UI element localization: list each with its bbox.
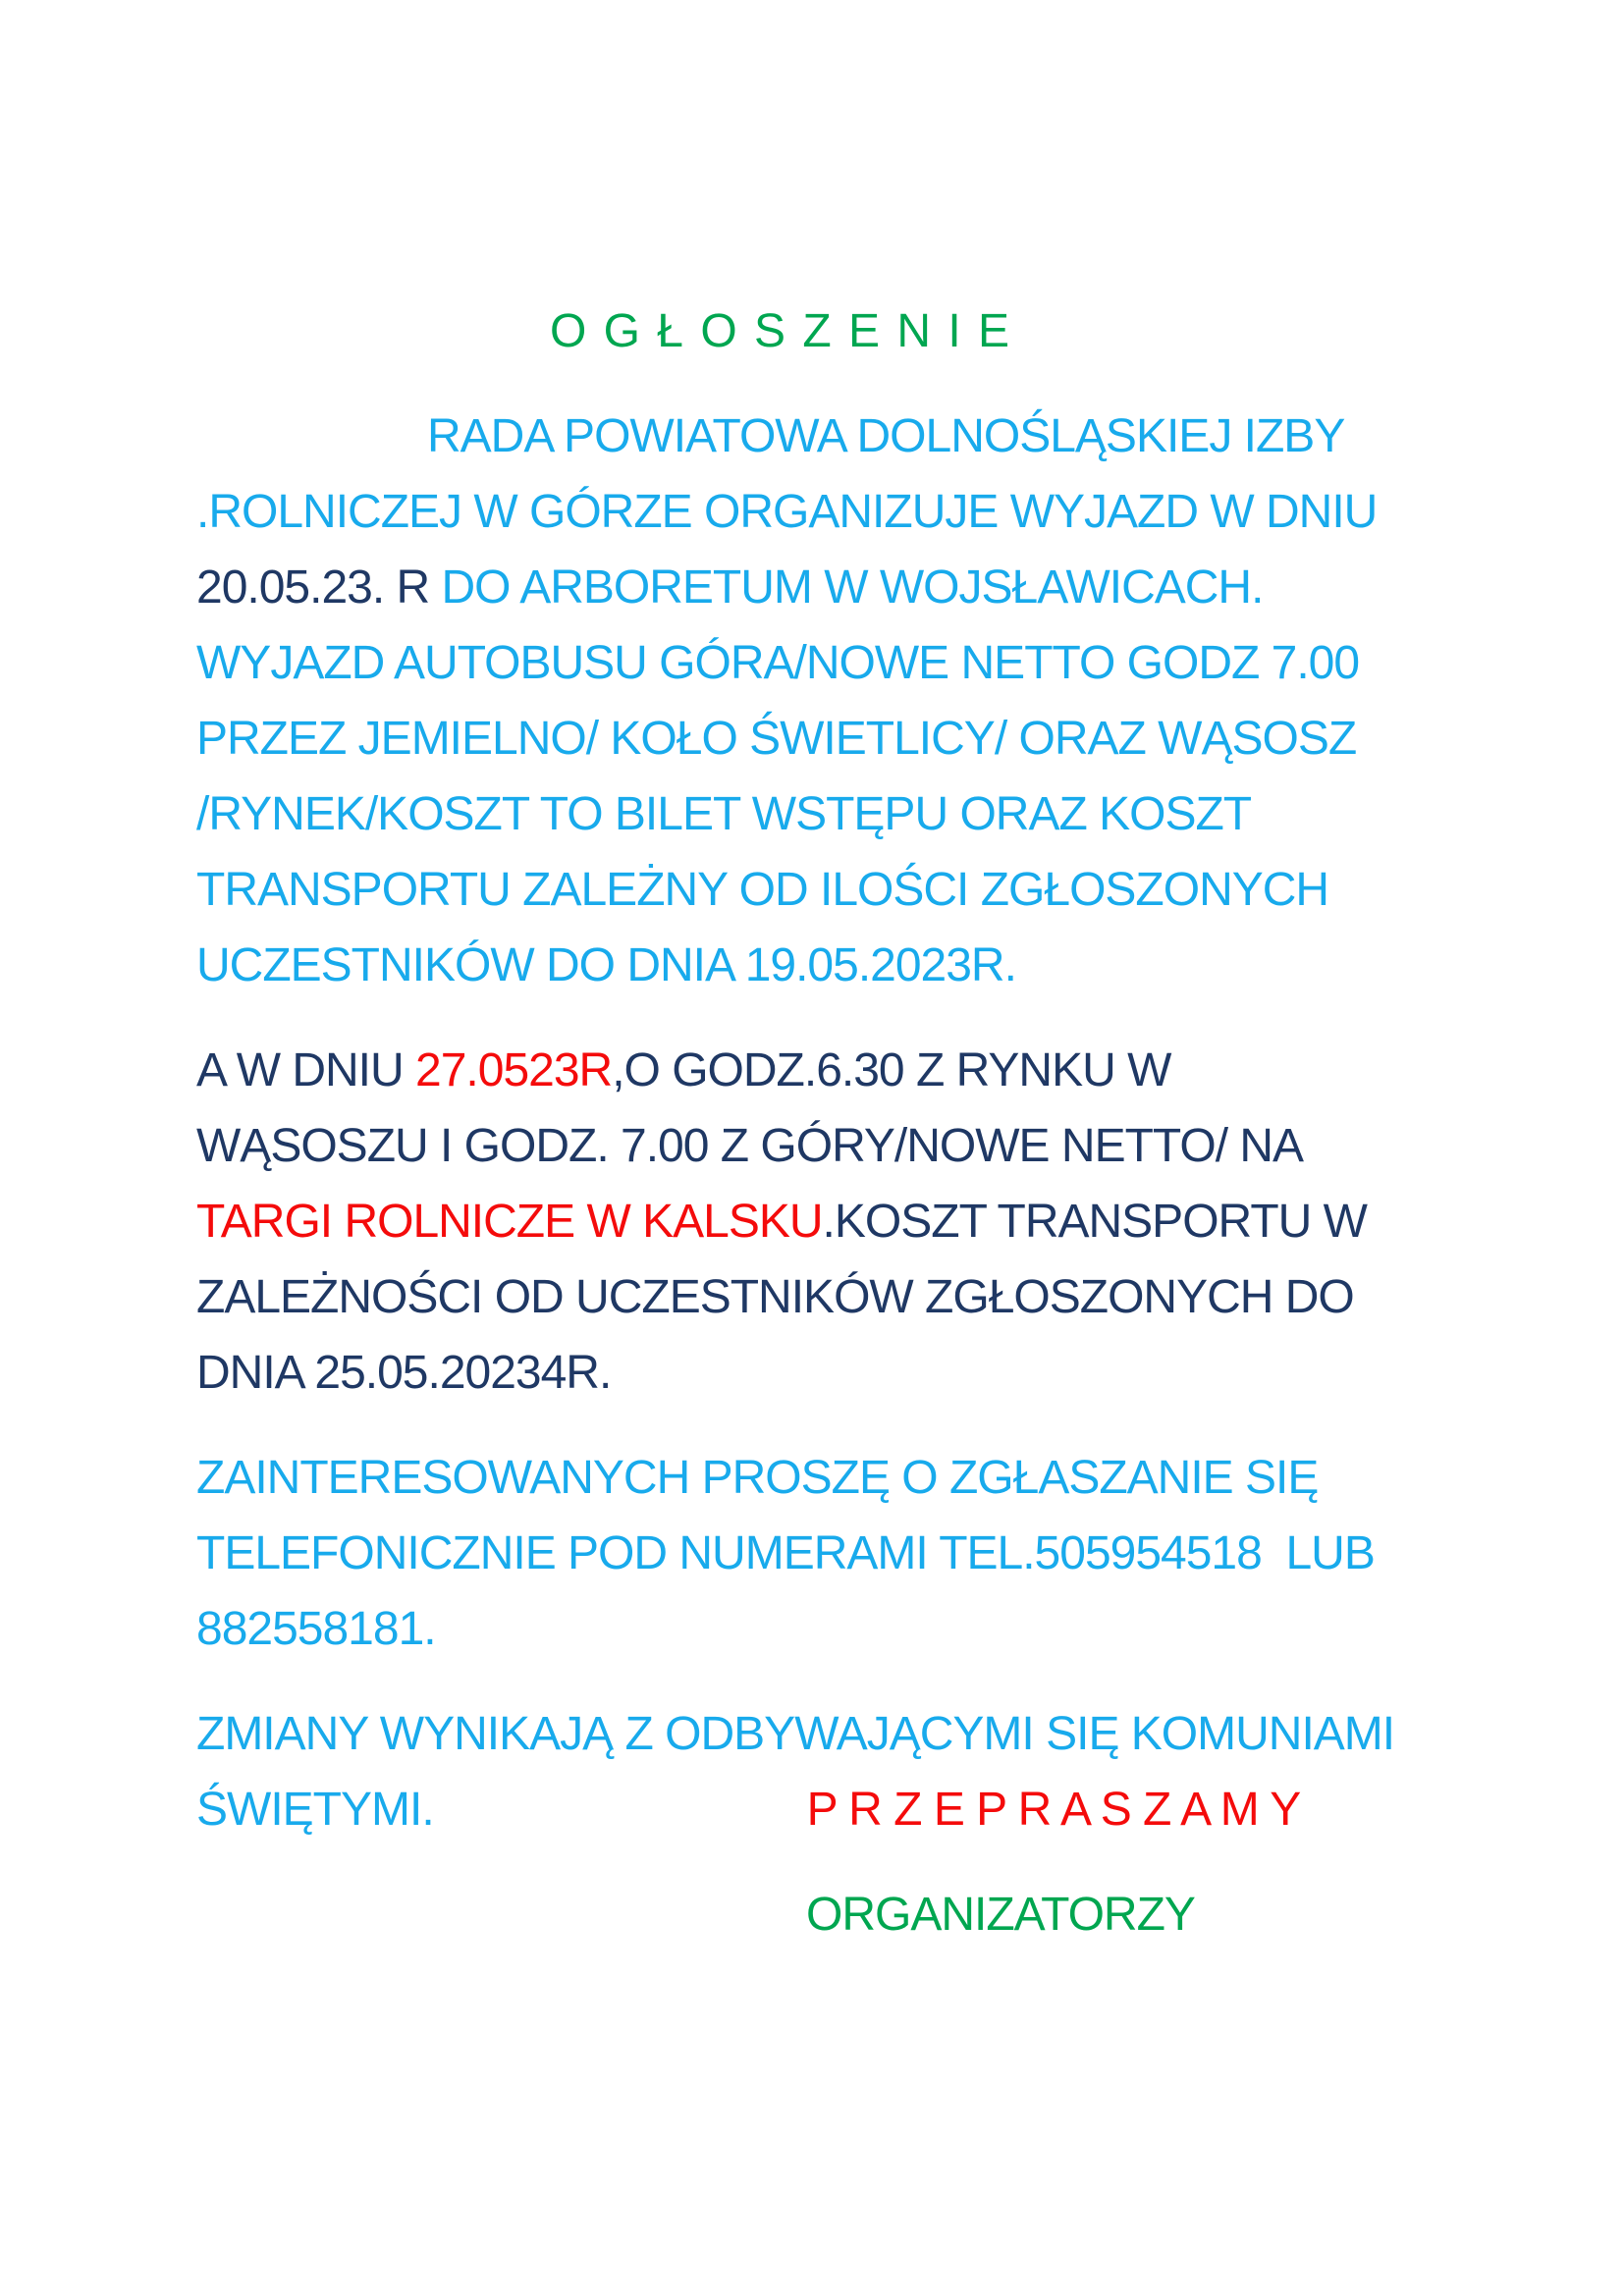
text-line xyxy=(196,1033,1365,1108)
document-body xyxy=(196,399,1395,1952)
text-segment: 20.05.23. R xyxy=(196,561,442,614)
text-line xyxy=(196,928,1365,1003)
text-segment: ,O GODZ.6.30 Z RYNKU W xyxy=(612,1044,1171,1096)
paragraph-apology xyxy=(196,1696,1395,1847)
text-segment: PRZEZ JEMIELNO/ KOŁO ŚWIETLICY/ ORAZ WĄSOSZ xyxy=(196,713,1357,765)
text-segment: WĄSOSZU I GODZ. 7.00 Z GÓRY/NOWE NETTO/ NA xyxy=(196,1120,1304,1172)
text-line xyxy=(196,1591,1365,1667)
text-line xyxy=(196,1696,1395,1772)
page-title: O G Ł O S Z E N I E xyxy=(549,305,1012,357)
text-line xyxy=(196,776,1365,852)
text-line xyxy=(196,474,1378,550)
text-segment: .KOSZT TRANSPORTU W xyxy=(822,1196,1367,1248)
text-line xyxy=(196,1772,1365,1847)
paragraph-contact xyxy=(196,1440,1375,1667)
paragraph-trip-arboretum xyxy=(196,399,1378,1003)
text-segment: TRANSPORTU ZALEŻNY OD ILOŚCI ZGŁOSZONYCH xyxy=(196,864,1329,916)
paragraph-signature xyxy=(196,1877,1365,1952)
text-segment: /RYNEK/KOSZT TO BILET WSTĘPU ORAZ KOSZT xyxy=(196,788,1252,840)
text-segment: TARGI ROLNICZE W KALSKU xyxy=(196,1196,823,1248)
text-segment: ORGANIZATORZY xyxy=(806,1889,1195,1941)
text-segment: 27.0523R xyxy=(415,1044,613,1096)
text-segment: 882558181. xyxy=(196,1603,436,1655)
text-segment: RADA POWIATOWA DOLNOŚLĄSKIEJ IZBY xyxy=(427,410,1345,462)
text-segment: A W DNIU xyxy=(196,1044,416,1096)
text-line xyxy=(196,1440,1365,1516)
text-line xyxy=(196,625,1365,701)
text-segment: ŚWIĘTYMI. xyxy=(196,1784,434,1836)
text-line xyxy=(196,1108,1365,1184)
text-segment: .ROLNICZEJ W GÓRZE ORGANIZUJE WYJAZD W DNIU xyxy=(196,486,1378,538)
text-line xyxy=(196,1877,1365,1952)
text-line xyxy=(196,1259,1365,1335)
text-line xyxy=(196,1335,1365,1411)
text-segment: UCZESTNIKÓW DO DNIA 19.05.2023R. xyxy=(196,939,1016,991)
text-segment: ZALEŻNOŚCI OD UCZESTNIKÓW ZGŁOSZONYCH DO xyxy=(196,1271,1354,1323)
text-segment: TELEFONICZNIE POD NUMERAMI TEL.505954518 LUB xyxy=(196,1527,1375,1579)
paragraph-trip-kalsko xyxy=(196,1033,1365,1411)
text-line xyxy=(196,701,1365,776)
text-segment: WYJAZD AUTOBUSU GÓRA/NOWE NETTO GODZ 7.00 xyxy=(196,637,1360,689)
text-line xyxy=(196,399,1365,474)
text-segment: ZMIANY WYNIKAJĄ Z ODBYWAJĄCYMI SIĘ KOMUNIAMI xyxy=(196,1708,1395,1760)
text-line xyxy=(196,1184,1365,1259)
text-line xyxy=(196,1516,1375,1591)
text-segment: DO ARBORETUM W WOJSŁAWICACH. xyxy=(441,561,1264,614)
text-segment: ZAINTERESOWANYCH PROSZĘ O ZGŁASZANIE SIĘ xyxy=(196,1452,1319,1504)
text-segment: DNIA 25.05.20234R. xyxy=(196,1347,612,1399)
text-segment: P R Z E P R A S Z A M Y xyxy=(806,1784,1301,1836)
text-line xyxy=(196,550,1365,625)
text-line xyxy=(196,852,1365,928)
